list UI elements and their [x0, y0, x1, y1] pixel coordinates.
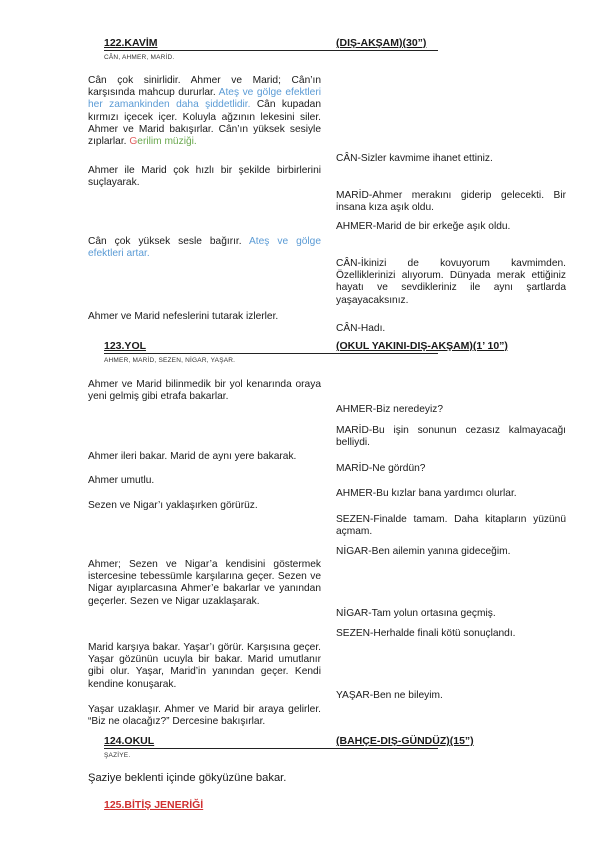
scene-123-action-7: Yaşar uzaklaşır. Ahmer ve Marid bir araya gelirler. “Biz ne olacağız?” Dercesine bakışırlar.	[88, 704, 321, 728]
scene-123-dialogue-3: MARİD-Ne gördün?	[336, 463, 426, 474]
scene-124-setting: (BAHÇE-DIŞ-GÜNDÜZ)(15”)	[336, 735, 474, 747]
scene-122-action-4: Ahmer ve Marid nefeslerini tutarak izlerler.	[88, 311, 279, 322]
scene-123-action-2: Ahmer ileri bakar. Marid de aynı yere bakarak.	[88, 451, 297, 462]
scene-123-dialogue-1: AHMER-Biz neredeyiz?	[336, 404, 444, 415]
scene-122-setting: (DIŞ-AKŞAM)(30”)	[336, 37, 427, 49]
scene-124-title: 124.OKUL	[104, 735, 155, 747]
scene-122-action-3: Cân çok yüksek sesle bağırır. Ateş ve gölge efektleri artar.	[88, 236, 321, 260]
scene-123-dialogue-9: YAŞAR-Ben ne bileyim.	[336, 690, 443, 701]
scene-122-title: 122.KAVİM	[104, 37, 158, 49]
scene-123-rule	[104, 353, 438, 354]
scene-122-dialogue-3: AHMER-Marid de bir erkeğe aşık oldu.	[336, 221, 511, 232]
scene-122-dialogue-1: CÂN-Sizler kavmime ihanet ettiniz.	[336, 153, 493, 164]
scene-123-dialogue-5: SEZEN-Finalde tamam. Daha kitapların yüzünü açmam.	[336, 514, 566, 538]
scene-123-dialogue-4: AHMER-Bu kızlar bana yardımcı olurlar.	[336, 488, 517, 499]
scene-123-dialogue-6: NİGAR-Ben ailemin yanına gideceğim.	[336, 546, 511, 557]
scene-122-dialogue-4: CÂN-İkinizi de kovuyorum kavmimden. Özelliklerinizi alıyorum. Dünyada merak ettiğiniz hayatı ve sevdikleriniz ile aynı şartlarda yaşayacaksınız.	[336, 258, 566, 306]
scene-122-dialogue-2: MARİD-Ahmer merakını giderip gelecekti. Bir insana kıza aşık oldu.	[336, 190, 566, 214]
scene-124-action-1: Şaziye beklenti içinde gökyüzüne bakar.	[88, 772, 287, 784]
scene-123-action-3: Ahmer umutlu.	[88, 475, 155, 486]
scene-125-title: 125.BİTİŞ JENERİĞİ	[104, 799, 204, 811]
scene-123-title: 123.YOL	[104, 340, 147, 352]
scene-122-action-1: Cân çok sinirlidir. Ahmer ve Marid; Cân’ın karşısında mahcup dururlar. Ateş ve gölge efektleri her zamankinden daha şiddetlidir. Cân kupadan kırmızı içecek içer. Koluyla ağzının lekesini siler. Ahmer ve Marid bakışırlar. Cân’ın yüksek sesiyle zıplarlar. Gerilim müziği.	[88, 75, 321, 148]
scene-122-dialogue-5: CÂN-Hadı.	[336, 323, 386, 334]
scene-123-setting: (OKUL YAKINI-DIŞ-AKŞAM)(1’ 10”)	[336, 340, 508, 352]
scene-123-dialogue-8: SEZEN-Herhalde finali kötü sonuçlandı.	[336, 628, 516, 639]
scene-123-dialogue-2: MARİD-Bu işin sonunun cezasız kalmayacağı belliydi.	[336, 425, 566, 449]
scene-123-action-5: Ahmer; Sezen ve Nigar’a kendisini göstermek istercesine tebessümle karşılarına geçer. Sezen ve Nigar ayıplarcasına Ahmer’e bakarlar ve yanından geçerler. Sezen ve Nigar uzaklaşarak.	[88, 559, 321, 607]
scene-124-cast: ŞAZİYE.	[104, 752, 131, 759]
scene-123-action-1: Ahmer ve Marid bilinmedik bir yol kenarında oraya yeni gelmiş gibi etrafa bakarlar.	[88, 379, 321, 403]
scene-122-action-2: Ahmer ile Marid çok hızlı bir şekilde birbirlerini suçlayarak.	[88, 165, 321, 189]
scene-123-action-6: Marid karşıya bakar. Yaşar’ı görür. Karşısına geçer. Yaşar gözünün ucuyla bir bakar. Marid umutlanır gibi olur. Yaşar, Marid’in yanından geçer. Kendi kendine konuşarak.	[88, 642, 321, 690]
scene-123-cast: AHMER, MARİD, SEZEN, NİGAR, YAŞAR.	[104, 357, 236, 364]
scene-123-dialogue-7: NİGAR-Tam yolun ortasına geçmiş.	[336, 608, 496, 619]
scene-122-cast: CÂN, AHMER, MARİD.	[104, 54, 175, 61]
scene-122-rule	[104, 50, 438, 51]
scene-124-rule	[104, 748, 438, 749]
scene-123-action-4: Sezen ve Nigar’ı yaklaşırken görürüz.	[88, 500, 258, 511]
